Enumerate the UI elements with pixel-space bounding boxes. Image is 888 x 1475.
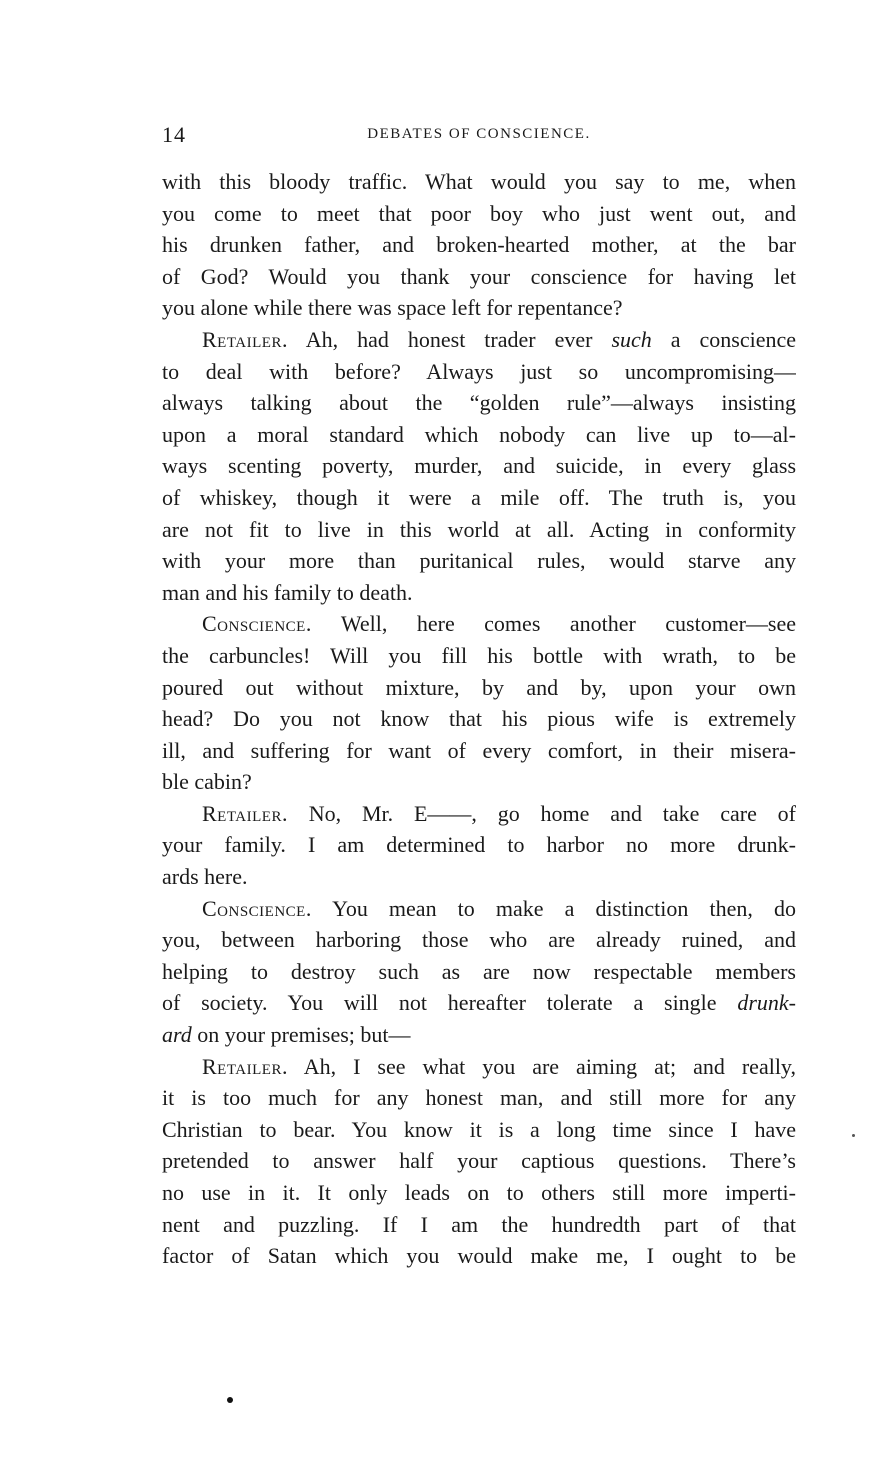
text-line bbox=[162, 640, 796, 672]
ink-speck bbox=[852, 1134, 855, 1137]
line-text: ill, and suffering for want of every comfort, in their misera- bbox=[162, 737, 796, 763]
speech-line bbox=[162, 1051, 796, 1083]
line-text: ards here. bbox=[162, 864, 248, 890]
line-text: of society. You will not hereafter tolerate a single bbox=[162, 990, 738, 1016]
line-text: your family. I am determined to harbor no more drunk- bbox=[162, 832, 796, 858]
line-text: You mean to make a distinction then, do bbox=[311, 895, 796, 921]
text-line bbox=[162, 387, 796, 419]
text-line bbox=[162, 1019, 796, 1051]
text-line bbox=[162, 861, 796, 893]
line-text: with this bloody traffic. What would you say to me, when bbox=[162, 169, 796, 194]
text-line bbox=[162, 766, 796, 798]
text-line bbox=[162, 356, 796, 388]
line-text: nent and puzzling. If I am the hundredth part of that bbox=[162, 1211, 796, 1237]
page-number: 14 bbox=[162, 122, 186, 147]
line-text: pretended to answer half your captious questions. There’s bbox=[162, 1148, 796, 1174]
line-text: man and his family to death. bbox=[162, 579, 413, 605]
line-text: you alone while there was space left for repentance? bbox=[162, 295, 623, 321]
speaker-name: Conscience. bbox=[202, 611, 312, 637]
emphasis-text: ard bbox=[162, 1022, 192, 1048]
speaker-name: Conscience. bbox=[202, 895, 312, 921]
line-text: of whiskey, though it were a mile off. The truth is, you bbox=[162, 484, 796, 510]
line-text: factor of Satan which you would make me, I ought to be bbox=[162, 1243, 796, 1269]
text-line bbox=[162, 292, 796, 324]
text-line bbox=[162, 261, 796, 293]
line-text: are not fit to live in this world at all. Acting in conformity bbox=[162, 516, 796, 542]
line-text: to deal with before? Always just so uncompromising— bbox=[162, 358, 796, 384]
speaker-name: Retailer. bbox=[202, 326, 288, 352]
text-line bbox=[162, 672, 796, 704]
line-text: Christian to bear. You know it is a long time since I have bbox=[162, 1116, 796, 1142]
page-header bbox=[162, 122, 796, 152]
text-line bbox=[162, 514, 796, 546]
emphasis-text: drunk- bbox=[737, 990, 796, 1016]
speech-line bbox=[162, 608, 796, 640]
text-line bbox=[162, 1114, 796, 1146]
speaker-name: Retailer. bbox=[202, 1053, 288, 1079]
line-text: helping to destroy such as are now respectable members bbox=[162, 958, 796, 984]
line-text: always talking about the “golden rule”—always insisting bbox=[162, 390, 796, 416]
line-text: Ah, I see what you are aiming at; and really, bbox=[287, 1053, 796, 1079]
line-text: Ah, had honest trader ever bbox=[287, 326, 612, 352]
text-line bbox=[162, 577, 796, 609]
line-text: you, between harboring those who are already ruined, and bbox=[162, 927, 796, 953]
body-text bbox=[162, 166, 796, 1272]
line-text: of God? Would you thank your conscience for having let bbox=[162, 263, 796, 289]
line-text: the carbuncles! Will you fill his bottle with wrath, to be bbox=[162, 642, 796, 668]
text-line bbox=[162, 703, 796, 735]
text-line bbox=[162, 419, 796, 451]
text-line bbox=[162, 1209, 796, 1241]
line-text: his drunken father, and broken-hearted mother, at the bar bbox=[162, 232, 796, 258]
emphasis-text: such bbox=[611, 326, 652, 352]
line-text: a conscience bbox=[651, 326, 796, 352]
line-text: on your premises; but— bbox=[191, 1022, 411, 1048]
text-line bbox=[162, 829, 796, 861]
line-text: ble cabin? bbox=[162, 769, 252, 795]
speaker-name: Retailer. bbox=[202, 800, 288, 826]
text-line bbox=[162, 956, 796, 988]
line-text: Well, here comes another customer—see bbox=[311, 611, 796, 637]
speech-line bbox=[162, 798, 796, 830]
running-head: DEBATES OF CONSCIENCE. bbox=[367, 126, 591, 142]
text-line bbox=[162, 1082, 796, 1114]
text-line bbox=[162, 924, 796, 956]
line-text: with your more than puritanical rules, would starve any bbox=[162, 548, 796, 574]
speech-line bbox=[162, 893, 796, 925]
line-text: upon a moral standard which nobody can live up to—al- bbox=[162, 421, 796, 447]
line-text: No, Mr. E——, go home and take care of bbox=[287, 800, 796, 826]
text-line bbox=[162, 450, 796, 482]
text-line bbox=[162, 1177, 796, 1209]
line-text: it is too much for any honest man, and still more for any bbox=[162, 1085, 796, 1111]
text-line bbox=[162, 482, 796, 514]
text-line bbox=[162, 987, 796, 1019]
text-line bbox=[162, 166, 796, 198]
text-line bbox=[162, 198, 796, 230]
text-line bbox=[162, 735, 796, 767]
speech-line bbox=[162, 324, 796, 356]
line-text: no use in it. It only leads on to others still more imperti- bbox=[162, 1180, 796, 1205]
line-text: you come to meet that poor boy who just went out, and bbox=[162, 200, 796, 226]
text-line bbox=[162, 545, 796, 577]
line-text: head? Do you not know that his pious wife is extremely bbox=[162, 706, 796, 732]
text-line bbox=[162, 229, 796, 261]
line-text: poured out without mixture, by and by, upon your own bbox=[162, 674, 796, 700]
text-line bbox=[162, 1240, 796, 1272]
text-line bbox=[162, 1145, 796, 1177]
line-text: ways scenting poverty, murder, and suicide, in every glass bbox=[162, 453, 796, 479]
ink-dot bbox=[227, 1397, 233, 1403]
